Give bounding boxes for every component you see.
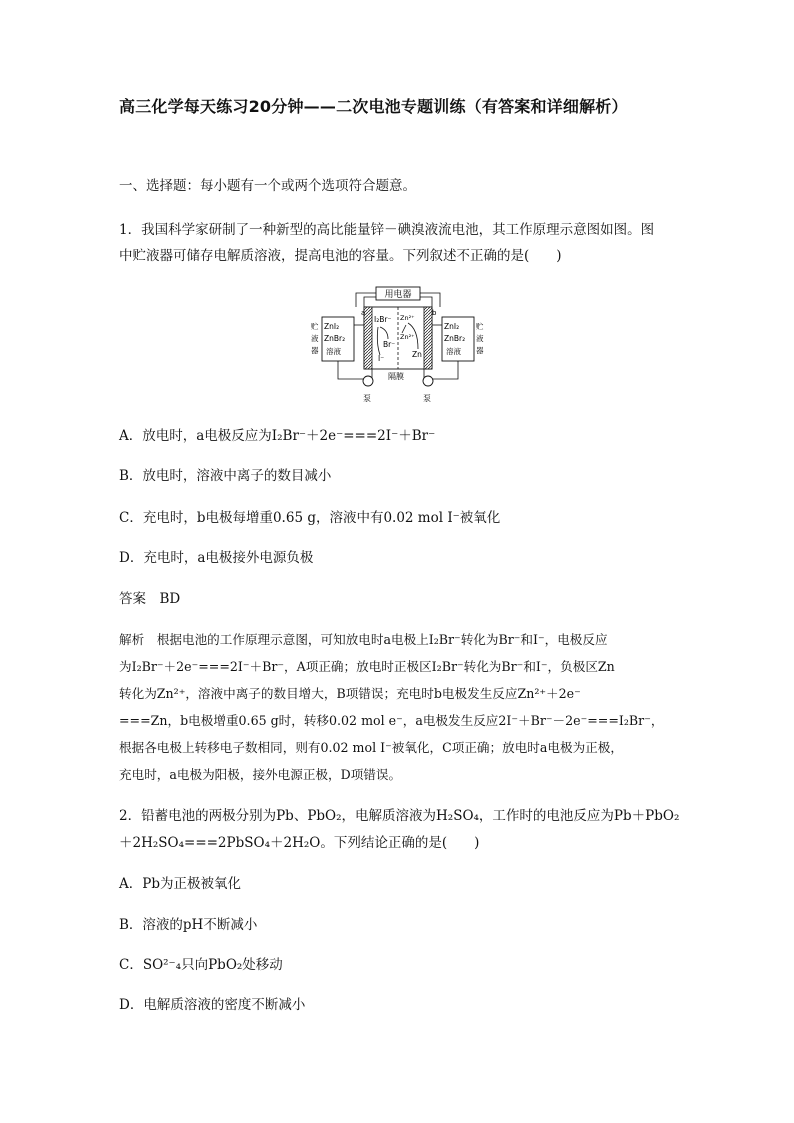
right-tank-content-3: 溶液 <box>446 347 461 356</box>
q1-option-d: D．充电时，a电极接外电源负极 <box>119 550 314 566</box>
q2-option-c: C．SO²⁻₄只向PbO₂处移动 <box>119 957 283 973</box>
q1-analysis-line6: 充电时，a电极为阳极，接外电源正极，D项错误。 <box>119 767 402 782</box>
section-heading: 一、选择题：每小题有一个或两个选项符合题意。 <box>119 178 416 194</box>
left-species-3: I⁻ <box>378 354 385 363</box>
page-title: 高三化学每天练习20分钟——二次电池专题训练（有答案和详细解析） <box>119 97 628 116</box>
right-tank-label-3: 器 <box>476 346 484 355</box>
left-tank-content-2: ZnBr₂ <box>324 334 346 343</box>
left-species-1: I₂Br⁻ <box>374 315 392 324</box>
q1-analysis-line5: 根据各电极上转移电子数相同，则有0.02 mol I⁻被氧化，C项正确；放电时a电极为正极， <box>119 740 623 755</box>
q2-option-d: D．电解质溶液的密度不断减小 <box>119 997 306 1013</box>
q1-stem-line2: 中贮液器可储存电解质溶液，提高电池的容量。下列叙述不正确的是( ) <box>119 248 562 264</box>
q2-option-a: A．Pb为正极被氧化 <box>119 876 241 892</box>
left-tank-content-1: ZnI₂ <box>324 322 340 331</box>
right-tank-label-2: 液 <box>476 334 484 343</box>
electrode-b-label: b <box>432 309 437 317</box>
q1-analysis-line3: 转化为Zn²⁺，溶液中离子的数目增大，B项错误；充电时b电极发生反应Zn²⁺＋2e⁻ <box>119 686 581 701</box>
left-tank-content-3: 溶液 <box>326 347 341 356</box>
left-pump-icon <box>363 376 373 386</box>
electrode-a-label: a <box>361 309 366 317</box>
left-tank-label-3: 器 <box>311 346 319 355</box>
q2-stem-line2: ＋2H₂SO₄===2PbSO₄＋2H₂O。下列结论正确的是( ) <box>119 835 480 851</box>
right-species-2: Zn²⁺ <box>400 333 415 341</box>
right-species-3: Zn <box>412 350 422 359</box>
q1-answer: 答案 BD <box>119 591 181 607</box>
electrode-b <box>424 307 432 369</box>
q1-option-b: B．放电时，溶液中离子的数目减小 <box>119 468 332 484</box>
q1-option-a: A．放电时，a电极反应为I₂Br⁻＋2e⁻===2I⁻＋Br⁻ <box>119 428 436 444</box>
left-tank-label-2: 液 <box>311 334 319 343</box>
device-label: 用电器 <box>384 290 412 300</box>
battery-diagram <box>308 285 488 407</box>
q1-stem-line1: 1．我国科学家研制了一种新型的高比能量锌－碘溴液流电池，其工作原理示意图如图。图 <box>119 222 655 238</box>
right-pump-icon <box>423 376 433 386</box>
right-species-1: Zn²⁺ <box>400 314 415 322</box>
right-tank-content-1: ZnI₂ <box>444 322 460 331</box>
right-tank-content-2: ZnBr₂ <box>444 334 466 343</box>
q2-stem-line1: 2．铅蓄电池的两极分别为Pb、PbO₂，电解质溶液为H₂SO₄，工作时的电池反应为Pb＋PbO₂ <box>119 808 680 824</box>
left-species-2: Br⁻ <box>383 340 396 349</box>
right-tank-label-1: 贮 <box>476 322 484 331</box>
q1-analysis-line4: ===Zn，b电极增重0.65 g时，转移0.02 mol e⁻，a电极发生反应2I⁻＋Br⁻－2e⁻===I₂Br⁻， <box>119 713 664 728</box>
q1-analysis-line2: 为I₂Br⁻＋2e⁻===2I⁻＋Br⁻，A项正确；放电时正极区I₂Br⁻转化为Br⁻和I⁻，负极区Zn <box>119 659 615 674</box>
q1-analysis-line1: 解析 根据电池的工作原理示意图，可知放电时a电极上I₂Br⁻转化为Br⁻和I⁻，电极反应 <box>119 632 608 647</box>
q1-option-c: C．充电时，b电极每增重0.65 g，溶液中有0.02 mol I⁻被氧化 <box>119 510 501 526</box>
left-tank-label-1: 贮 <box>311 322 319 331</box>
q2-option-b: B．溶液的pH不断减小 <box>119 917 258 933</box>
left-pump-label: 泵 <box>363 394 371 403</box>
membrane-label: 隔膜 <box>388 372 404 381</box>
right-pump-label: 泵 <box>423 394 431 403</box>
